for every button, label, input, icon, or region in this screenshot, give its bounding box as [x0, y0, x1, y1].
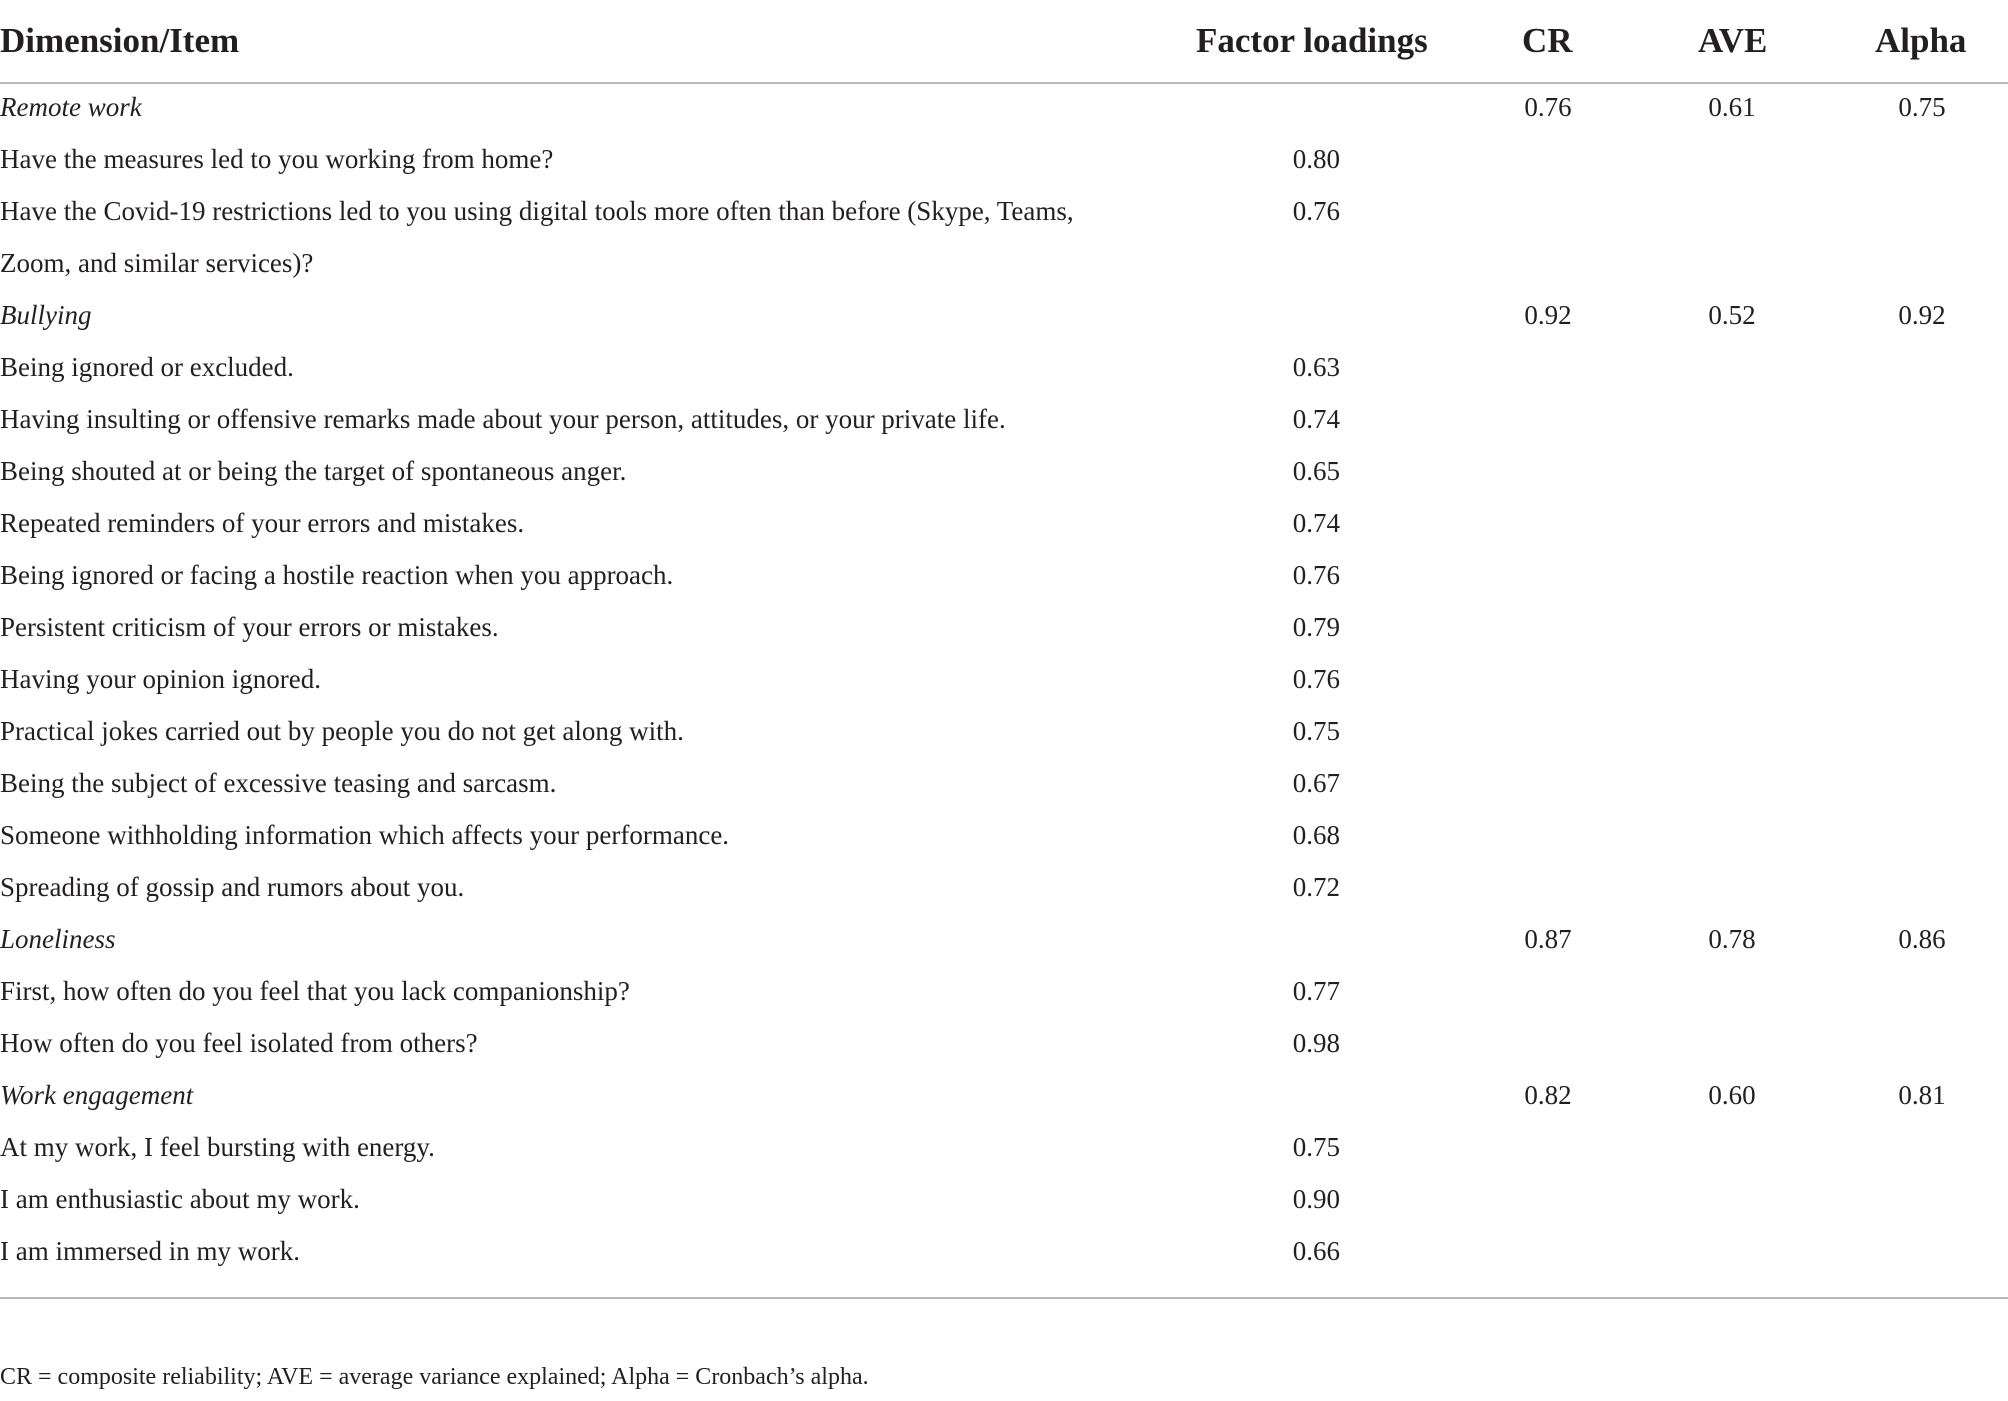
item-text: Being ignored or facing a hostile reaction when you approach.	[0, 560, 674, 590]
item-text-continuation: Zoom, and similar services)?	[0, 248, 314, 278]
dimension-name: Bullying	[0, 300, 92, 330]
item-text: Repeated reminders of your errors and mistakes.	[0, 508, 525, 538]
dimension-row	[0, 81, 2008, 133]
ave-value: 0.78	[1708, 924, 1756, 954]
factor-loading-value: 0.72	[1292, 872, 1340, 902]
factor-loading-value: 0.74	[1292, 508, 1340, 538]
header-cr: CR	[1522, 21, 1573, 60]
factor-loading-value: 0.76	[1292, 196, 1340, 226]
item-text: Have the measures led to you working from home?	[0, 144, 554, 174]
item-text: I am immersed in my work.	[0, 1236, 300, 1266]
item-row	[0, 497, 2008, 549]
item-text: Having your opinion ignored.	[0, 664, 321, 694]
item-text: Practical jokes carried out by people you do not get along with.	[0, 716, 684, 746]
item-row	[0, 965, 2008, 1017]
item-text: Having insulting or offensive remarks made about your person, attitudes, or your private life.	[0, 404, 1006, 434]
header-dimension-item: Dimension/Item	[0, 21, 240, 60]
factor-loading-value: 0.98	[1292, 1028, 1340, 1058]
alpha-value: 0.81	[1898, 1080, 1946, 1110]
header-ave: AVE	[1698, 21, 1768, 60]
ave-value: 0.61	[1708, 92, 1756, 122]
item-row	[0, 549, 2008, 601]
item-row	[0, 1173, 2008, 1225]
dimension-row	[0, 913, 2008, 965]
item-row	[0, 185, 2008, 237]
header-factor-loadings: Factor loadings	[1196, 21, 1428, 60]
item-row	[0, 445, 2008, 497]
ave-value: 0.52	[1708, 300, 1756, 330]
factor-loading-value: 0.68	[1292, 820, 1340, 850]
item-row-continuation	[0, 237, 2008, 289]
factor-loading-value: 0.67	[1292, 768, 1340, 798]
dimension-row	[0, 289, 2008, 341]
item-row	[0, 1017, 2008, 1069]
alpha-value: 0.86	[1898, 924, 1946, 954]
item-row	[0, 393, 2008, 445]
ave-value: 0.60	[1708, 1080, 1756, 1110]
item-text: First, how often do you feel that you lack companionship?	[0, 976, 630, 1006]
item-text: How often do you feel isolated from others?	[0, 1028, 478, 1058]
item-text: Being shouted at or being the target of spontaneous anger.	[0, 456, 627, 486]
cr-value: 0.87	[1524, 924, 1572, 954]
item-row	[0, 341, 2008, 393]
item-row	[0, 809, 2008, 861]
item-row	[0, 601, 2008, 653]
factor-loading-value: 0.75	[1292, 1132, 1340, 1162]
factor-loading-value: 0.65	[1292, 456, 1340, 486]
item-text: Persistent criticism of your errors or mistakes.	[0, 612, 499, 642]
table-footnote: CR = composite reliability; AVE = average variance explained; Alpha = Cronbach’s alpha.	[0, 1364, 869, 1390]
item-text: Spreading of gossip and rumors about you.	[0, 872, 465, 902]
item-row	[0, 757, 2008, 809]
factor-loading-value: 0.63	[1292, 352, 1340, 382]
factor-loading-value: 0.66	[1292, 1236, 1340, 1266]
item-text: Being the subject of excessive teasing and sarcasm.	[0, 768, 557, 798]
factor-loading-value: 0.75	[1292, 716, 1340, 746]
cr-value: 0.76	[1524, 92, 1572, 122]
factor-loading-value: 0.76	[1292, 664, 1340, 694]
factor-loading-value: 0.74	[1292, 404, 1340, 434]
cr-value: 0.92	[1524, 300, 1572, 330]
item-text: Being ignored or excluded.	[0, 352, 294, 382]
table-header-row	[0, 0, 2008, 84]
item-text: At my work, I feel bursting with energy.	[0, 1132, 435, 1162]
cr-value: 0.82	[1524, 1080, 1572, 1110]
dimension-name: Loneliness	[0, 924, 116, 954]
item-row	[0, 1225, 2008, 1277]
item-row	[0, 133, 2008, 185]
item-row	[0, 653, 2008, 705]
item-row	[0, 705, 2008, 757]
header-alpha: Alpha	[1875, 21, 1967, 60]
alpha-value: 0.75	[1898, 92, 1946, 122]
item-text: Someone withholding information which affects your performance.	[0, 820, 730, 850]
item-text: I am enthusiastic about my work.	[0, 1184, 360, 1214]
factor-loading-value: 0.90	[1292, 1184, 1340, 1214]
factor-loading-value: 0.76	[1292, 560, 1340, 590]
item-text: Have the Covid-19 restrictions led to you using digital tools more often than before (Skype, Teams,	[0, 196, 1074, 226]
dimension-name: Work engagement	[0, 1080, 194, 1110]
dimension-name: Remote work	[0, 92, 142, 122]
dimension-row	[0, 1069, 2008, 1121]
factor-loading-value: 0.79	[1292, 612, 1340, 642]
factor-loading-value: 0.80	[1292, 144, 1340, 174]
factor-loading-value: 0.77	[1292, 976, 1340, 1006]
alpha-value: 0.92	[1898, 300, 1946, 330]
table-bottom-rule	[0, 1297, 2008, 1299]
item-row	[0, 1121, 2008, 1173]
item-row	[0, 861, 2008, 913]
